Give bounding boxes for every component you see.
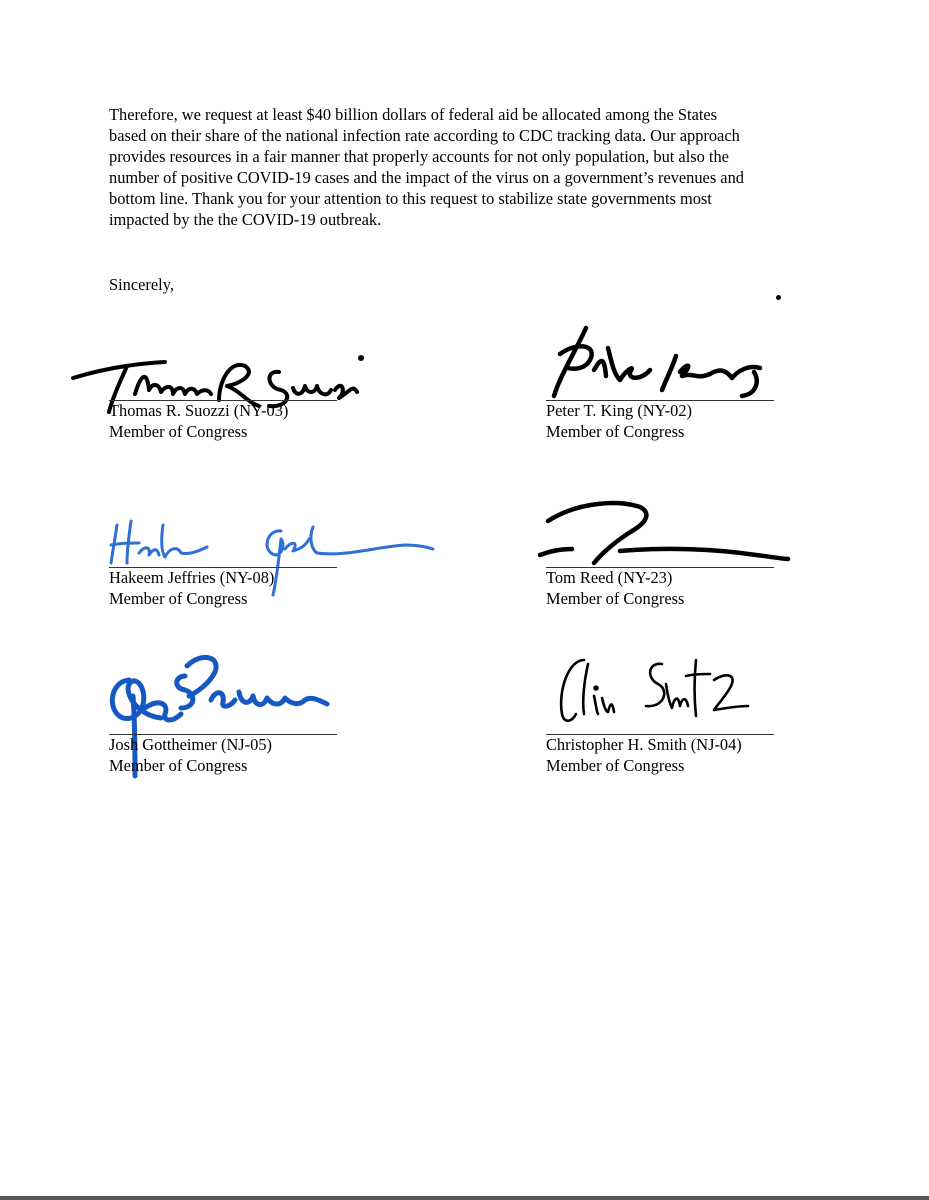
signature-block-reed (546, 497, 776, 617)
signatory-name: Thomas R. Suozzi (NY-03) (109, 401, 289, 420)
signatory-title: Member of Congress (546, 756, 685, 775)
signatory-title: Member of Congress (546, 422, 685, 441)
signature-king (546, 320, 786, 405)
signature-block-jeffries (109, 497, 339, 617)
signatory-name: Hakeem Jeffries (NY-08) (109, 568, 275, 587)
signatory-title: Member of Congress (109, 756, 248, 775)
signature-block-gottheimer (109, 664, 339, 784)
signatory-title: Member of Congress (109, 589, 248, 608)
signature-block-suozzi (109, 330, 339, 450)
signature-reed (536, 497, 796, 577)
signatory-name: Peter T. King (NY-02) (546, 401, 692, 420)
signature-smith (554, 654, 774, 734)
letter-paragraph: Therefore, we request at least $40 billion dollars of federal aid be allocated among the States based on their share of the national infection rate according to CDC tracking data. Our approach provides resources in a fair manner that properly accounts for not only population, but also the number of positive COVID-19 cases and the impact of the virus on a government’s revenues and bottom line. Thank you for your attention to this request to stabilize state governments most impacted by the the COVID-19 outbreak. (109, 105, 744, 229)
ink-dot (776, 295, 781, 300)
signatory-name: Christopher H. Smith (NJ-04) (546, 735, 742, 754)
signature-block-king (546, 330, 776, 450)
signature-block-smith (546, 664, 776, 784)
page-bottom-edge (0, 1196, 929, 1200)
signatory-name: Josh Gottheimer (NJ-05) (109, 735, 272, 754)
signatory-name: Tom Reed (NY-23) (546, 568, 673, 587)
letter-closing: Sincerely, (109, 275, 174, 294)
signatory-title: Member of Congress (109, 422, 248, 441)
signatory-title: Member of Congress (546, 589, 685, 608)
